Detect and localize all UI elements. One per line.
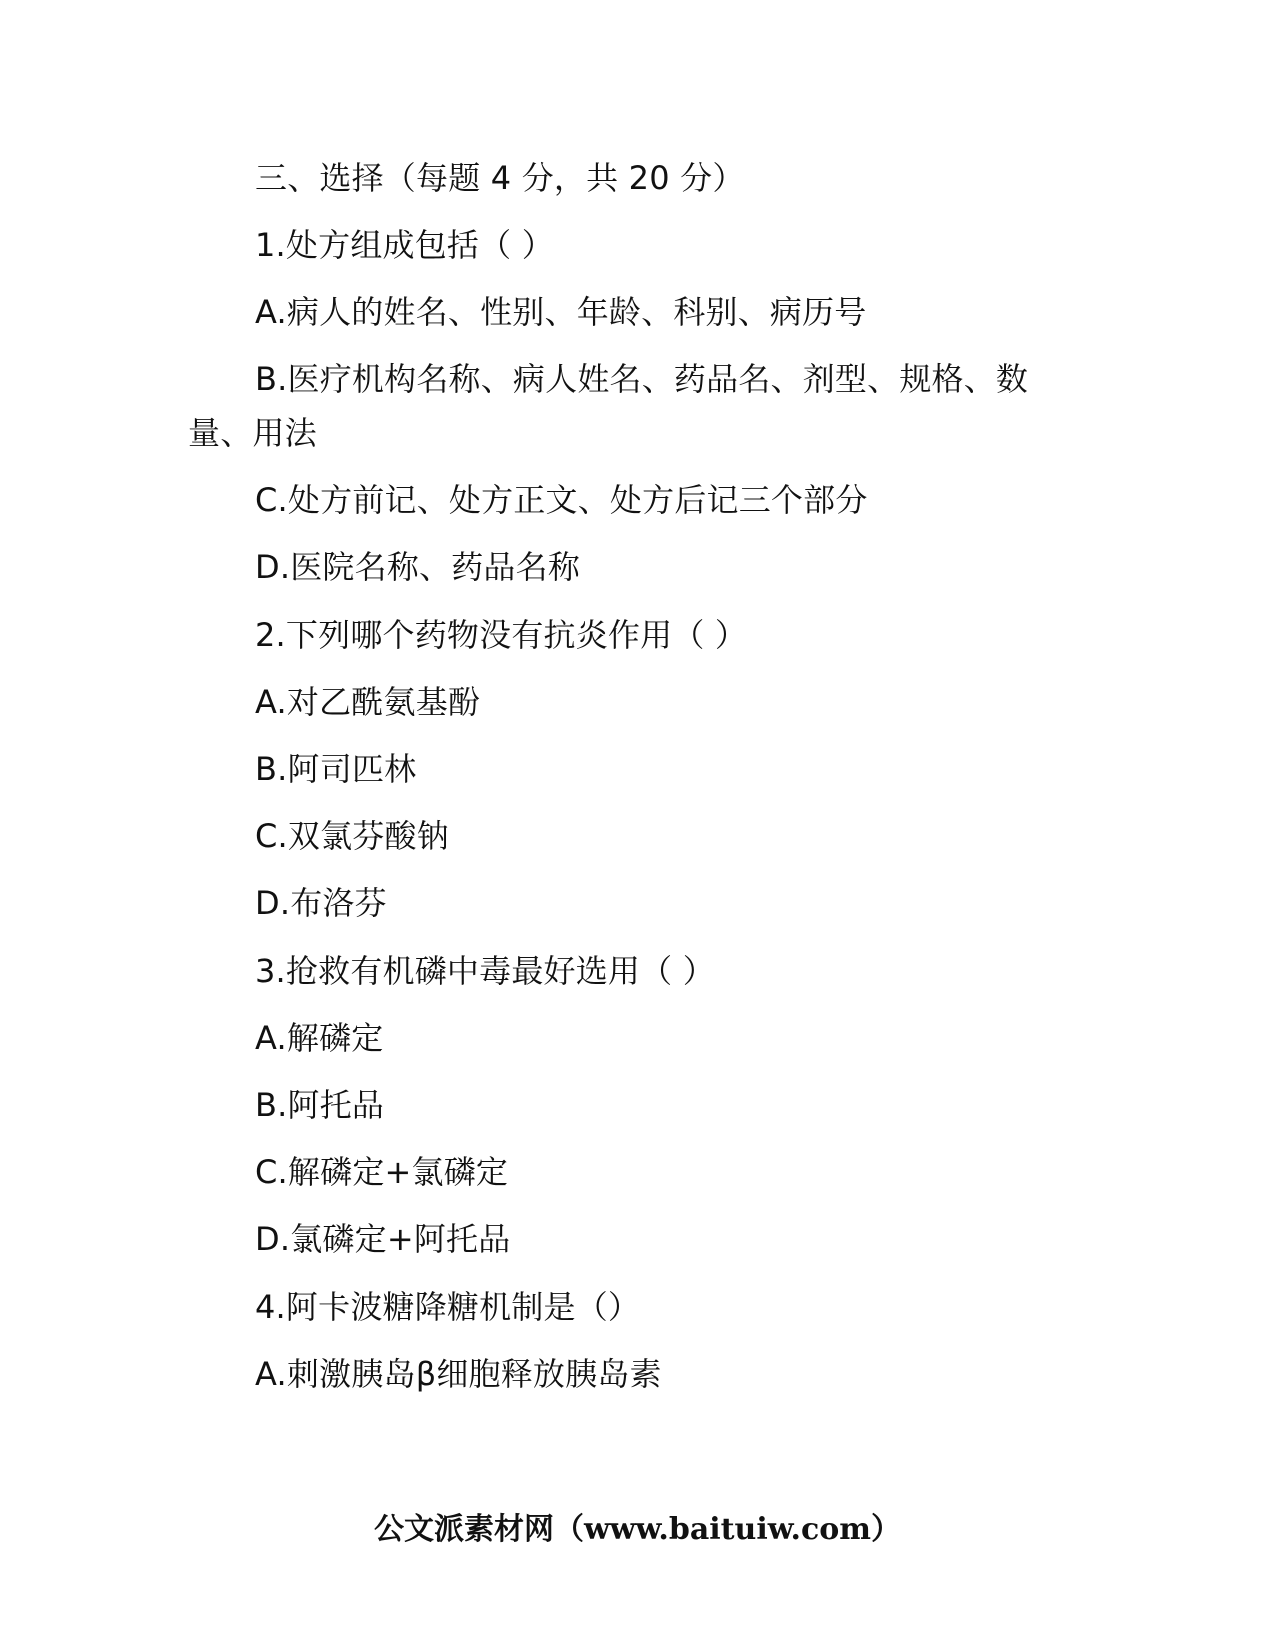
question-1-option-d: D.医院名称、药品名称: [255, 548, 581, 586]
question-2-option-d: D.布洛芬: [255, 884, 387, 922]
question-2-option-b: B.阿司匹林: [255, 750, 417, 788]
question-1-option-c: C.处方前记、处方正文、处方后记三个部分: [255, 481, 868, 519]
question-3-stem: 3.抢救有机磷中毒最好选用（ ）: [255, 952, 715, 990]
question-2-option-a: A.对乙酰氨基酚: [255, 683, 481, 721]
question-2-stem: 2.下列哪个药物没有抗炎作用（ ）: [255, 616, 748, 654]
question-2-option-c: C.双氯芬酸钠: [255, 817, 449, 855]
question-4-stem: 4.阿卡波糖降糖机制是（）: [255, 1288, 641, 1326]
question-3-option-a: A.解磷定: [255, 1019, 384, 1057]
question-1-stem: 1.处方组成包括（ ）: [255, 226, 554, 264]
question-3-option-c: C.解磷定+氯磷定: [255, 1153, 509, 1191]
question-1-option-a: A.病人的姓名、性别、年龄、科别、病历号: [255, 293, 867, 331]
question-1-option-b: B.医疗机构名称、病人姓名、药品名、剂型、规格、数: [255, 360, 1029, 398]
question-3-option-d: D.氯磷定+阿托品: [255, 1220, 511, 1258]
question-1-option-b-continuation: 量、用法: [188, 414, 317, 452]
section-title: 三、选择（每题 4 分，共 20 分）: [255, 159, 745, 197]
question-4-option-a: A.刺激胰岛β细胞释放胰岛素: [255, 1355, 662, 1393]
question-3-option-b: B.阿托品: [255, 1086, 385, 1124]
footer-source: 公文派素材网（www.baituiw.com）: [373, 1512, 902, 1547]
